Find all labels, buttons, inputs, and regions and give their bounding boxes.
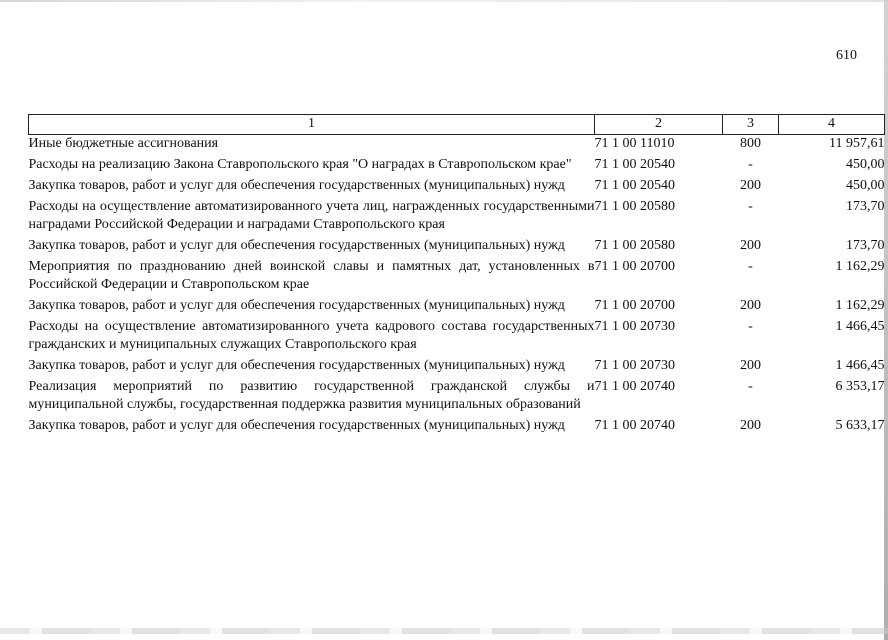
row-name: Закупка товаров, работ и услуг для обеспечения государственных (муниципальных) нужд bbox=[28, 298, 565, 313]
table-row bbox=[29, 135, 885, 157]
table-row bbox=[29, 417, 885, 438]
budget-table bbox=[28, 114, 885, 438]
row-name: Закупка товаров, работ и услуг для обеспечения государственных (муниципальных) нужд bbox=[28, 238, 565, 253]
row-sum: 6 353,17 bbox=[835, 379, 885, 394]
row-sum: 1 162,29 bbox=[835, 298, 885, 313]
row-code: 71 1 00 20540 bbox=[594, 157, 675, 172]
row-type: 200 bbox=[740, 418, 761, 433]
header-col-3: 3 bbox=[723, 115, 779, 135]
page-number: 610 bbox=[836, 48, 857, 63]
row-type: 200 bbox=[740, 178, 761, 193]
row-sum: 450,00 bbox=[846, 157, 885, 172]
row-code: 71 1 00 20540 bbox=[594, 178, 675, 193]
row-code: 71 1 00 20700 bbox=[594, 298, 675, 313]
row-name: Иные бюджетные ассигнования bbox=[28, 136, 219, 151]
header-row bbox=[29, 115, 885, 135]
row-type: 200 bbox=[740, 298, 761, 313]
row-type: - bbox=[748, 259, 753, 274]
table-row bbox=[29, 357, 885, 378]
row-sum: 1 162,29 bbox=[835, 259, 885, 274]
row-name: Расходы на реализацию Закона Ставропольского края "О наградах в Ставропольском крае" bbox=[28, 157, 572, 172]
row-type: - bbox=[748, 379, 753, 394]
row-sum: 173,70 bbox=[846, 238, 885, 253]
row-type: 200 bbox=[740, 358, 761, 373]
row-sum: 11 957,61 bbox=[829, 136, 885, 151]
row-type: - bbox=[748, 157, 753, 172]
table-row bbox=[29, 258, 885, 297]
table-row bbox=[29, 378, 885, 417]
table-row bbox=[29, 156, 885, 177]
row-code: 71 1 00 20730 bbox=[594, 319, 675, 334]
row-code: 71 1 00 20740 bbox=[594, 379, 675, 394]
row-name: Закупка товаров, работ и услуг для обеспечения государственных (муниципальных) нужд bbox=[28, 418, 565, 433]
header-col-1: 1 bbox=[29, 115, 595, 135]
row-sum: 173,70 bbox=[846, 199, 885, 214]
table-body bbox=[29, 135, 885, 439]
row-sum: 450,00 bbox=[846, 178, 885, 193]
header-col-2: 2 bbox=[595, 115, 723, 135]
row-code: 71 1 00 20580 bbox=[594, 238, 675, 253]
row-code: 71 1 00 11010 bbox=[594, 136, 675, 151]
row-name: Мероприятия по празднованию дней воинской славы и памятных дат, установленных в Российской Федерации и Ставропольском крае bbox=[28, 259, 595, 292]
table-row bbox=[29, 198, 885, 237]
scan-edge-top bbox=[0, 0, 888, 2]
row-name: Закупка товаров, работ и услуг для обеспечения государственных (муниципальных) нужд bbox=[28, 178, 565, 193]
row-sum: 5 633,17 bbox=[835, 418, 885, 433]
scan-edge-bottom bbox=[0, 628, 888, 634]
table-row bbox=[29, 177, 885, 198]
row-name: Закупка товаров, работ и услуг для обеспечения государственных (муниципальных) нужд bbox=[28, 358, 565, 373]
table-row bbox=[29, 297, 885, 318]
row-sum: 1 466,45 bbox=[835, 319, 885, 334]
row-code: 71 1 00 20740 bbox=[594, 418, 675, 433]
row-sum: 1 466,45 bbox=[835, 358, 885, 373]
row-type: 800 bbox=[740, 136, 761, 151]
table-row bbox=[29, 237, 885, 258]
table-row bbox=[29, 318, 885, 357]
header-col-4: 4 bbox=[779, 115, 885, 135]
row-type: - bbox=[748, 319, 753, 334]
table-header bbox=[29, 115, 885, 135]
row-code: 71 1 00 20580 bbox=[594, 199, 675, 214]
row-type: 200 bbox=[740, 238, 761, 253]
row-name: Расходы на осуществление автоматизированного учета лиц, награжденных государственными наградами Российской Федерации и наградами Ставропольского края bbox=[28, 199, 595, 232]
row-name: Реализация мероприятий по развитию государственной гражданской службы и муниципальной службы, государственная поддержка развития муниципальных образований bbox=[28, 379, 595, 412]
row-name: Расходы на осуществление автоматизированного учета кадрового состава государственных гражданских и муниципальных служащих Ставропольского края bbox=[28, 319, 595, 352]
row-code: 71 1 00 20700 bbox=[594, 259, 675, 274]
row-type: - bbox=[748, 199, 753, 214]
row-code: 71 1 00 20730 bbox=[594, 358, 675, 373]
